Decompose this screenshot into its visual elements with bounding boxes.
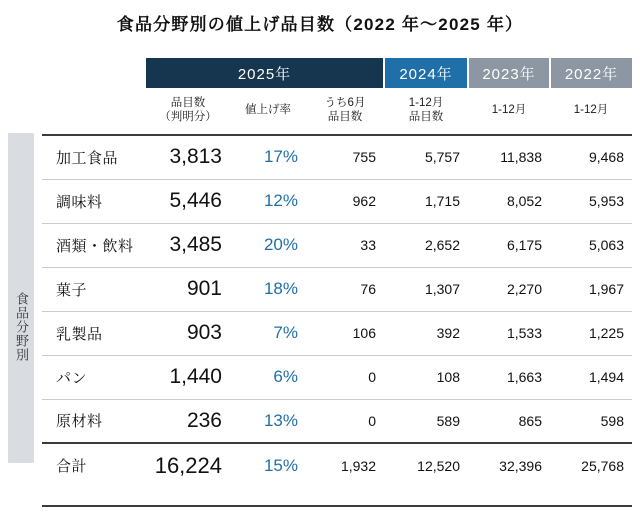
cell-rate-2025: 6% bbox=[230, 355, 306, 399]
cell-rate-2025: 12% bbox=[230, 179, 306, 223]
cell-items-2024: 5,757 bbox=[384, 135, 468, 179]
cell-items-2022: 1,225 bbox=[550, 311, 632, 355]
cell-items-2025: 5,446 bbox=[146, 179, 230, 223]
header-sub-june-line2: 品目数 bbox=[327, 111, 363, 123]
cell-items-2022: 598 bbox=[550, 399, 632, 443]
header-sub-items-2025-line2: （判明分） bbox=[159, 111, 217, 123]
cell-items-2025: 901 bbox=[146, 267, 230, 311]
header-group-2022: 2022年 bbox=[550, 58, 632, 88]
cell-items-2024: 1,715 bbox=[384, 179, 468, 223]
header-sub-items-2025-line1: 品目数 bbox=[170, 97, 206, 109]
cell-items-2025: 1,440 bbox=[146, 355, 230, 399]
cell-rate-2025: 18% bbox=[230, 267, 306, 311]
cell-items-2023: 11,838 bbox=[468, 135, 550, 179]
cell-items-2025: 236 bbox=[146, 399, 230, 443]
header-sub-2022: 1-12月 bbox=[550, 88, 632, 135]
cell-items-2023: 32,396 bbox=[468, 443, 550, 487]
cell-items-2025: 3,813 bbox=[146, 135, 230, 179]
cell-items-2024: 2,652 bbox=[384, 223, 468, 267]
row-label: 加工食品 bbox=[42, 135, 146, 179]
header-sub-june-2025 bbox=[306, 88, 384, 135]
table-row bbox=[42, 223, 632, 267]
table-row bbox=[42, 267, 632, 311]
header-group-2024: 2024年 bbox=[384, 58, 468, 88]
table-body bbox=[42, 135, 632, 487]
row-label: 合計 bbox=[42, 443, 146, 487]
cell-june-2025: 33 bbox=[306, 223, 384, 267]
cell-rate-2025: 15% bbox=[230, 443, 306, 487]
cell-june-2025: 0 bbox=[306, 355, 384, 399]
cell-june-2025: 76 bbox=[306, 267, 384, 311]
cell-rate-2025: 17% bbox=[230, 135, 306, 179]
row-label: 調味料 bbox=[42, 179, 146, 223]
table-row-total bbox=[42, 443, 632, 487]
cell-items-2022: 25,768 bbox=[550, 443, 632, 487]
header-sub-2024 bbox=[384, 88, 468, 135]
row-label: 乳製品 bbox=[42, 311, 146, 355]
table-row bbox=[42, 311, 632, 355]
header-sub-blank bbox=[42, 88, 146, 135]
header-group-2025: 2025年 bbox=[146, 58, 384, 88]
header-sub-items-2025 bbox=[146, 88, 230, 135]
cell-items-2023: 6,175 bbox=[468, 223, 550, 267]
cell-rate-2025: 13% bbox=[230, 399, 306, 443]
table-row bbox=[42, 399, 632, 443]
table-header-sub-row bbox=[42, 88, 632, 135]
cell-items-2024: 392 bbox=[384, 311, 468, 355]
table-row bbox=[42, 355, 632, 399]
header-group-2023: 2023年 bbox=[468, 58, 550, 88]
cell-rate-2025: 20% bbox=[230, 223, 306, 267]
header-sub-2023: 1-12月 bbox=[468, 88, 550, 135]
cell-items-2025: 3,485 bbox=[146, 223, 230, 267]
header-sub-rate-2025: 値上げ率 bbox=[230, 88, 306, 135]
header-sub-2024-line1: 1-12月 bbox=[408, 97, 444, 109]
cell-items-2023: 1,663 bbox=[468, 355, 550, 399]
cell-june-2025: 0 bbox=[306, 399, 384, 443]
cell-items-2025: 16,224 bbox=[146, 443, 230, 487]
cell-items-2024: 1,307 bbox=[384, 267, 468, 311]
table-row bbox=[42, 179, 632, 223]
header-group-blank bbox=[42, 58, 146, 88]
page-title: 食品分野別の値上げ品目数（2022 年〜2025 年） bbox=[116, 15, 524, 34]
cell-items-2023: 2,270 bbox=[468, 267, 550, 311]
table-row bbox=[42, 135, 632, 179]
cell-items-2024: 108 bbox=[384, 355, 468, 399]
row-label: 酒類・飲料 bbox=[42, 223, 146, 267]
cell-items-2023: 865 bbox=[468, 399, 550, 443]
cell-june-2025: 755 bbox=[306, 135, 384, 179]
axis-label-food-category bbox=[8, 133, 34, 463]
cell-items-2022: 5,953 bbox=[550, 179, 632, 223]
cell-june-2025: 106 bbox=[306, 311, 384, 355]
row-label: パン bbox=[42, 355, 146, 399]
row-label: 菓子 bbox=[42, 267, 146, 311]
cell-items-2022: 9,468 bbox=[550, 135, 632, 179]
cell-june-2025: 1,932 bbox=[306, 443, 384, 487]
cell-items-2022: 5,063 bbox=[550, 223, 632, 267]
cell-items-2022: 1,967 bbox=[550, 267, 632, 311]
axis-label-text: 食品分野別 bbox=[14, 292, 29, 362]
table-header bbox=[42, 58, 632, 135]
cell-items-2022: 1,494 bbox=[550, 355, 632, 399]
row-label: 原材料 bbox=[42, 399, 146, 443]
cell-items-2023: 1,533 bbox=[468, 311, 550, 355]
cell-items-2023: 8,052 bbox=[468, 179, 550, 223]
header-sub-2024-line2: 品目数 bbox=[408, 111, 444, 123]
cell-items-2024: 589 bbox=[384, 399, 468, 443]
table-header-group-row bbox=[42, 58, 632, 88]
cell-items-2024: 12,520 bbox=[384, 443, 468, 487]
cell-items-2025: 903 bbox=[146, 311, 230, 355]
header-sub-june-line1: うち6月 bbox=[324, 97, 366, 109]
cell-june-2025: 962 bbox=[306, 179, 384, 223]
cell-rate-2025: 7% bbox=[230, 311, 306, 355]
price-increase-table bbox=[42, 58, 632, 487]
table-baseline-divider bbox=[42, 505, 632, 507]
